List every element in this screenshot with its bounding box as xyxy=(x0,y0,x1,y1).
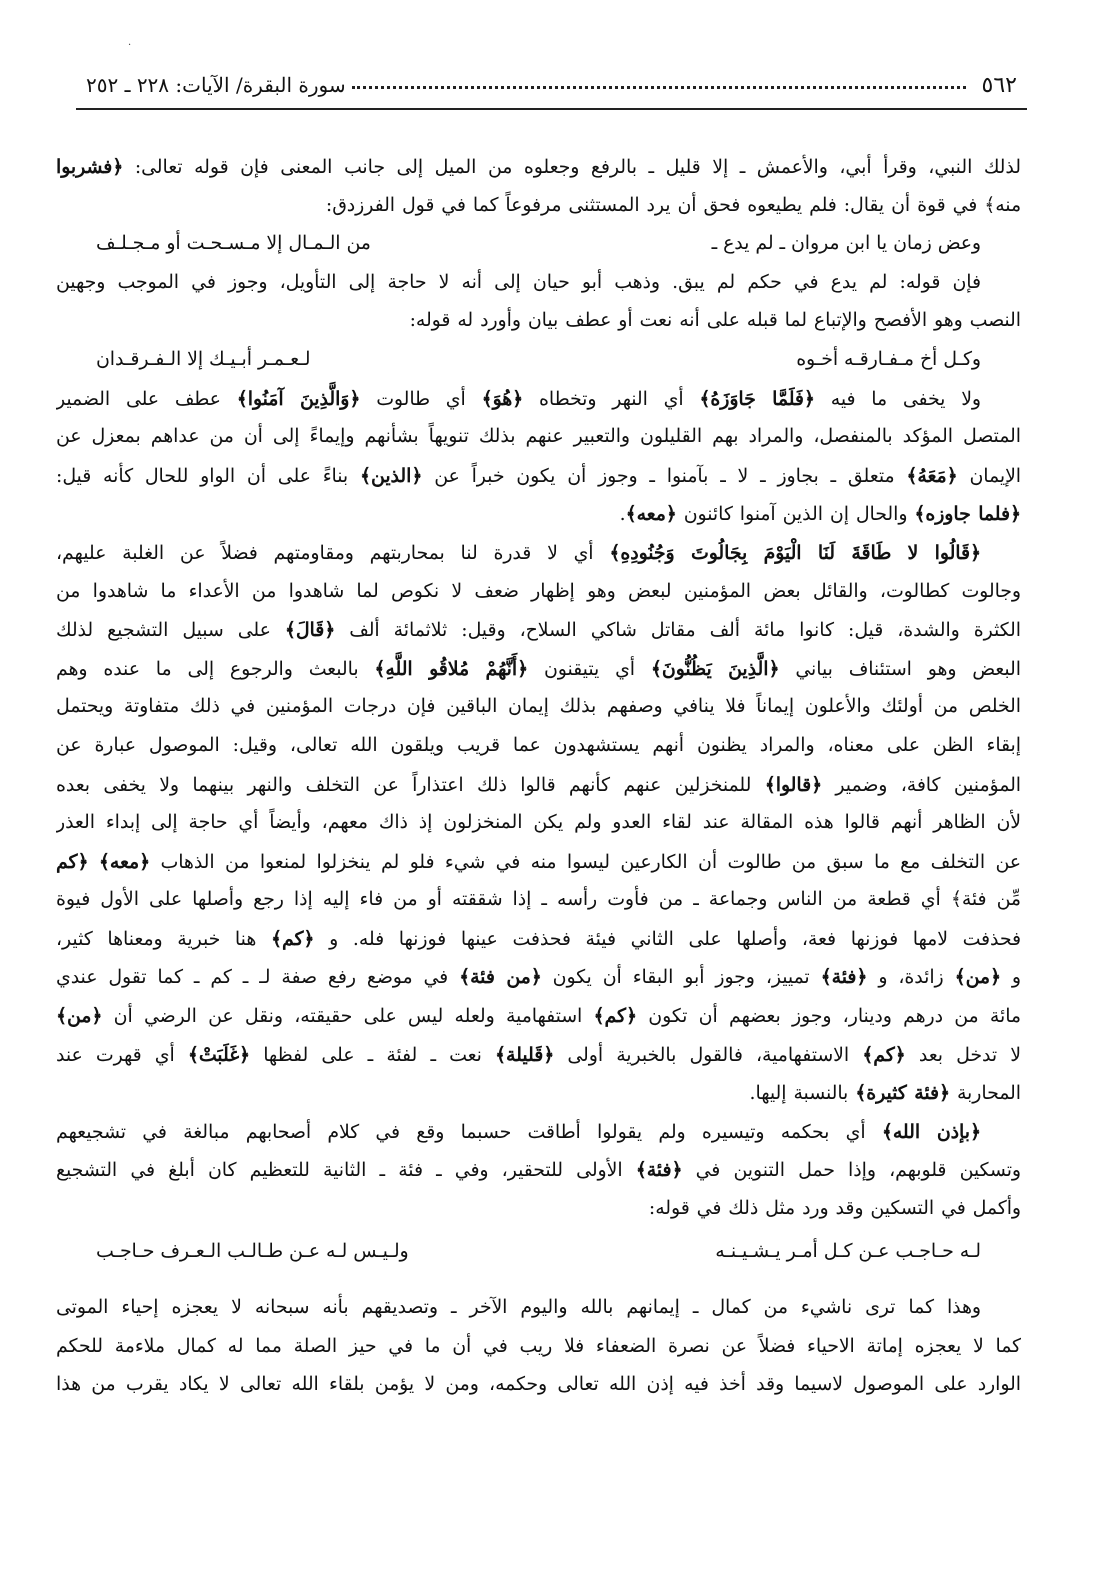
quran-quote: ﴿وَالَّذِينَ آمَنُوا﴾ xyxy=(236,387,361,410)
quran-quote: ﴿قَالُوا لا طَاقَةَ لَنَا الْيَوْمَ بِجَالُوتَ وَجُنُودِهِ﴾ xyxy=(609,541,981,564)
text-line: البعض وهو استئناف بياني ﴿الَّذِينَ يَظُنُّونَ﴾ أي يتيقنون ﴿أَنَّهُمْ مُلاقُو اللَّهِ﴾ بالبعث والرجوع إلى ما عنده وهم xyxy=(56,657,1021,680)
scan-speck: · xyxy=(128,40,132,51)
poetry-verse xyxy=(56,1233,1021,1272)
text-line: النصب وهو الأفصح والإتباع لما قبله على أنه نعت أو عطف بيان وأورد له قوله: xyxy=(409,310,1021,332)
text-line: فحذفت لامها فوزنها فعة، وأصلها على الثاني فيئة فحذفت عينها فوزنها فله. و ﴿كم﴾ هنا خبرية ومعناها كثير، xyxy=(56,927,1021,950)
quran-quote: ﴿كم xyxy=(56,850,89,873)
quran-quote: ﴿كم﴾ xyxy=(593,1005,637,1028)
text-line: ﴿فلما جاوزه﴾ والحال إن الذين آمنوا كائنون ﴿معه﴾. xyxy=(619,503,1021,526)
text-line: ﴿بإذن الله﴾ أي بحكمه وتيسيره ولم يقولوا أطاقت حسبما وقع في كلام أصحابهم مبالغة في تشجيعهم xyxy=(56,1120,981,1143)
page-body xyxy=(56,148,1021,1405)
text-line: منه﴾ في قوة أن يقال: فلم يطيعوه فحق أن يرد المستثنى مرفوعاً كما في قول الفرزدق: xyxy=(325,194,1021,216)
verse-first-hemistich: وكـل أخ مـفـارقـه أخـوه xyxy=(796,348,981,370)
quran-quote: ﴿قَالَ﴾ xyxy=(284,619,336,642)
text-line: لذلك النبي، وقرأ أبي، والأعمش ـ إلا قليل ـ بالرفع وجعلوه من الميل إلى جانب المعنى فإن قوله تعالى: ﴿فشربوا xyxy=(56,156,1021,178)
header-title: سورة البقرة/ الآيات: ٢٢٨ ـ ٢٥٢ xyxy=(86,73,346,97)
text-line: الوارد على الموصول لاسيما وقد أخذ فيه إذن الله تعالى وحكمه، ومن لا يؤمن بلقاء الله تعالى لا يكاد يقرب من هذا xyxy=(56,1374,1021,1396)
quran-quote: ﴿غَلَبَتْ﴾ xyxy=(187,1043,251,1066)
text-line: وتسكين قلوبهم، وإذا حمل التنوين في ﴿فئة﴾ الأولى للتحقير، وفي ـ فئة ـ الثانية للتعظيم كان أبلغ في التشجيع xyxy=(56,1159,1021,1182)
text-line: وجالوت كطالوت، والقائل بعض المؤمنين لبعض وهو إظهار ضعف لا نكوص لما شاهدوا من الأعداء ما شاهدوا من xyxy=(56,580,1021,602)
quran-quote: ﴿فَلَمَّا جَاوَزَهُ﴾ xyxy=(699,387,815,410)
header-leader-dots xyxy=(352,86,966,89)
quran-quote: ﴿بإذن الله﴾ xyxy=(881,1120,981,1143)
quran-quote: ﴿مَعَهُ﴾ xyxy=(906,464,958,487)
quran-quote: ﴿معه﴾ xyxy=(625,503,677,526)
text-line: ولا يخفى ما فيه ﴿فَلَمَّا جَاوَزَهُ﴾ أي النهر وتخطاه ﴿هُوَ﴾ أي طالوت ﴿وَالَّذِينَ آمَنُوا﴾ عطف على الضمير xyxy=(56,387,981,410)
quran-quote: ﴿الذين﴾ xyxy=(360,464,423,487)
text-line: الإيمان ﴿مَعَهُ﴾ متعلق ـ بجاوز ـ لا ـ بآمنوا ـ وجوز أن يكون خبراً عن ﴿الذين﴾ بناءً على أن الواو للحال كأنه قيل: xyxy=(56,464,1021,487)
text-line: فإن قوله: لم يدع في حكم لم يبق. وذهب أبو حيان إلى أنه لا حاجة إلى التأويل، وجوز في الموجب وجهين xyxy=(56,271,981,293)
text-line: لا تدخل بعد ﴿كم﴾ الاستفهامية، فالقول بالخبرية أولى ﴿قَليلة﴾ نعت ـ لفئة ـ على لفظها ﴿غَلَبَتْ﴾ أي قهرت عند xyxy=(56,1043,1021,1066)
quran-quote: ﴿من فئة﴾ xyxy=(459,966,542,989)
text-line: الخلص من أولئك والأعلون إيماناً فلا ينافي وصفهم بذلك إيمان الباقين فإن درجات المؤمنين في ذلك متفاوتة ويحتمل xyxy=(56,696,1021,718)
quran-quote: ﴿الَّذِينَ يَظُنُّونَ﴾ xyxy=(650,657,780,680)
text-line: لأن الظاهر أنهم قالوا هذه المقالة عند لقاء العدو ولم يكن المنخزلون إذ ذاك معهم، وأيضاً أي حاجة إلى إبداء العذر xyxy=(56,812,1021,834)
poetry-verse xyxy=(56,225,1021,264)
text-line: المحاربة ﴿فئة كثيرة﴾ بالنسبة إليها. xyxy=(749,1082,1021,1105)
verse-first-hemistich: وعض زمان يا ابن مروان ـ لم يدع ـ xyxy=(711,233,981,255)
quran-quote: ﴿فئة كثيرة﴾ xyxy=(855,1082,951,1105)
quran-quote: ﴿من﴾ xyxy=(954,966,1001,989)
quran-quote: ﴿هُوَ﴾ xyxy=(481,387,524,410)
header-rule xyxy=(76,108,1027,110)
verse-first-hemistich: لـه حـاجـب عـن كـل أمـر يـشـيـنـه xyxy=(715,1240,981,1262)
quran-quote: ﴿من﴾ xyxy=(56,1005,103,1028)
quran-quote: ﴿كم﴾ xyxy=(270,927,315,950)
quran-quote: ﴿فشربوا xyxy=(56,156,124,178)
text-line: ﴿قَالُوا لا طَاقَةَ لَنَا الْيَوْمَ بِجَالُوتَ وَجُنُودِهِ﴾ أي لا قدرة لنا بمحاربتهم ومقاومتهم فضلاً عن الغلبة عليهم، xyxy=(56,541,981,564)
running-header xyxy=(86,70,1017,100)
quran-quote: ﴿قَليلة﴾ xyxy=(495,1043,555,1066)
verse-second-hemistich: لـعـمـر أبـيـك إلا الـفـرقـدان xyxy=(96,348,311,370)
quran-quote: ﴿فئة﴾ xyxy=(635,1159,683,1182)
text-line: وأكمل في التسكين وقد ورد مثل ذلك في قوله: xyxy=(648,1198,1021,1220)
quran-quote: ﴿أَنَّهُمْ مُلاقُو اللَّهِ﴾ xyxy=(374,657,529,680)
text-line: المتصل المؤكد بالمنفصل، والمراد بهم القليلون والتعبير عنهم بذلك تنويهاً بشأنهم وإيماءً إلى أن من عداهم بمعزل عن xyxy=(56,426,1021,448)
text-line: مائة من درهم ودينار، وجوز بعضهم أن تكون ﴿كم﴾ استفهامية ولعله ليس على حقيقته، ونقل عن الرضي أن ﴿من﴾ xyxy=(56,1005,1021,1028)
text-line: مِّن فئة﴾ أي قطعة من الناس وجماعة ـ من فأوت رأسه ـ إذا شققته أو من فاء إليه إذا رجع وأصلها على الأول فيوة xyxy=(56,889,1021,911)
quran-quote: ﴿معه﴾ xyxy=(98,850,151,873)
poetry-verse xyxy=(56,341,1021,380)
quran-quote: ﴿كم﴾ xyxy=(862,1043,906,1066)
verse-second-hemistich: ولـيـس لـه عـن طـالـب الـعـرف حـاجـب xyxy=(96,1240,409,1262)
text-line: المؤمنين كافة، وضمير ﴿قالوا﴾ للمنخزلين عنهم كأنهم قالوا ذلك اعتذاراً عن التخلف والنهر بينهما ولا يخفى بعده xyxy=(56,773,1021,796)
verse-second-hemistich: من الـمـال إلا مـسـحـت أو مـجـلـف xyxy=(96,233,371,255)
text-line: الكثرة والشدة، قيل: كانوا مائة ألف مقاتل شاكي السلاح، وقيل: ثلاثمائة ألف ﴿قَالَ﴾ على سبيل التشجيع لذلك xyxy=(56,619,1021,642)
quran-quote: ﴿فئة﴾ xyxy=(820,966,868,989)
quran-quote: ﴿قالوا﴾ xyxy=(764,773,823,796)
text-line: وهذا كما ترى ناشيء من كمال ـ إيمانهم بالله واليوم الآخر ـ وتصديقهم بأنه سبحانه لا يعجزه إحياء الموتى xyxy=(56,1297,981,1319)
text-line: عن التخلف مع ما سبق من طالوت أن الكارعين ليسوا منه في شيء فلو لم ينخزلوا لمنعوا من الذهاب ﴿معه﴾ ﴿كم xyxy=(56,850,1021,873)
text-line: و ﴿من﴾ زائدة، و ﴿فئة﴾ تمييز، وجوز أبو البقاء أن يكون ﴿من فئة﴾ في موضع رفع صفة لـ ـ كم ـ كما تقول عندي xyxy=(56,966,1021,989)
text-line: إبقاء الظن على معناه، والمراد يظنون أنهم يستشهدون عما قريب ويلقون الله تعالى، وقيل: الموصول عبارة عن xyxy=(56,734,1021,756)
quran-quote: ﴿فلما جاوزه﴾ xyxy=(914,503,1021,526)
page-number: ٥٦٢ xyxy=(981,72,1017,98)
text-line: كما لا يعجزه إماتة الاحياء فضلاً عن نصرة الضعفاء فلا ريب في أن ما في حيز الصلة مما له كمال ملاءمة للحكم xyxy=(56,1335,1021,1357)
